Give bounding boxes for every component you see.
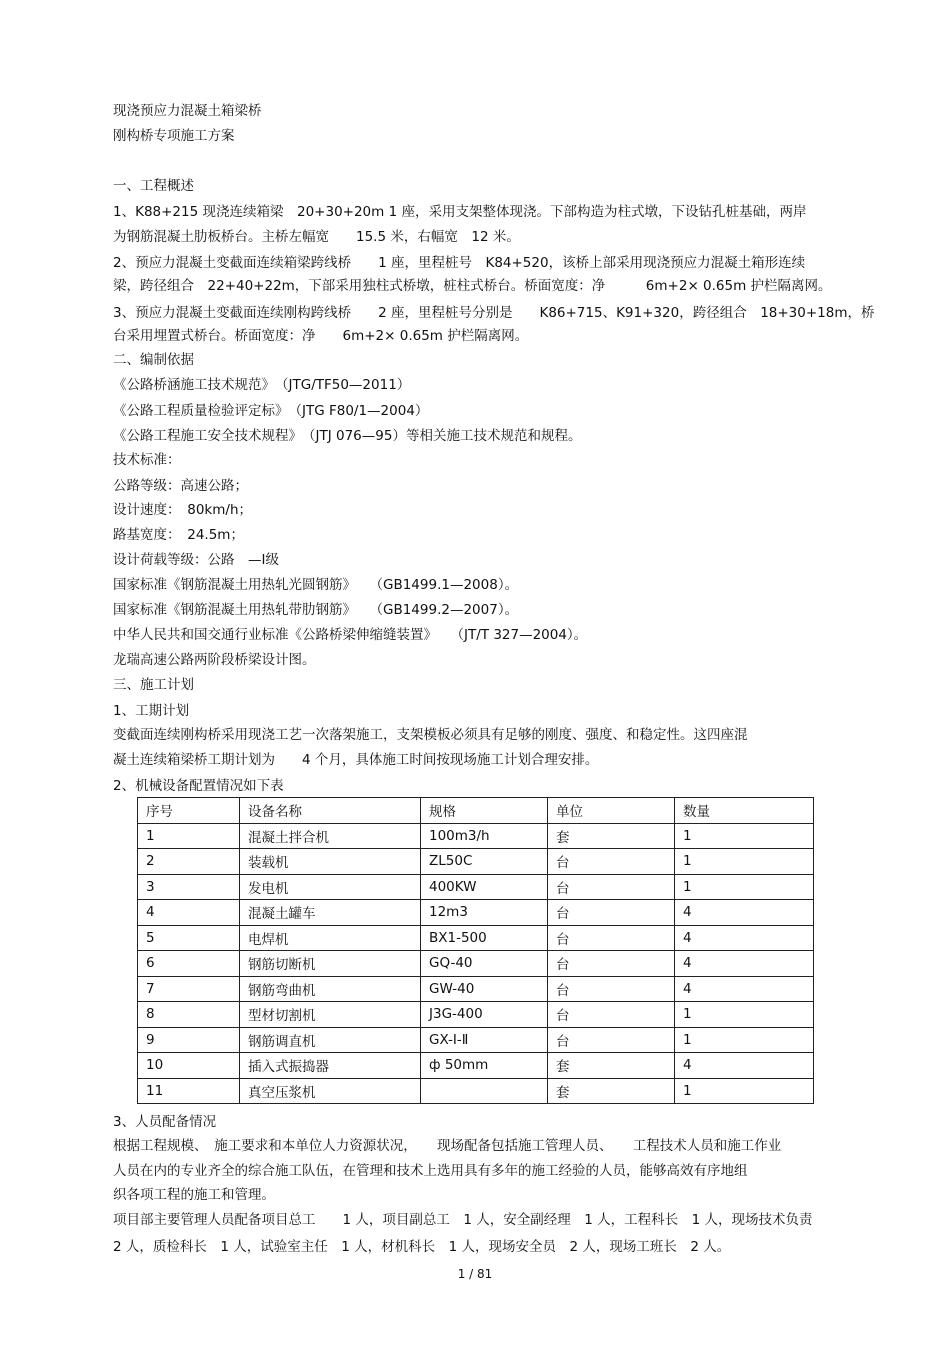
table-row bbox=[138, 823, 814, 849]
table-row bbox=[138, 874, 814, 900]
table-cell: 1 bbox=[675, 1078, 814, 1104]
section-heading: 一、工程概述 bbox=[113, 178, 194, 194]
header-cell: 数量 bbox=[675, 798, 814, 824]
table-cell: 9 bbox=[138, 1027, 240, 1053]
paragraph-line: 路基宽度： 24.5m； bbox=[113, 527, 244, 543]
table-cell: 4 bbox=[138, 900, 240, 926]
reference-line: 国家标准《钢筋混凝土用热轧光圆钢筋》 （GB1499.1—2008）。 bbox=[113, 577, 519, 593]
table-cell: 4 bbox=[675, 1053, 814, 1079]
table-header-row bbox=[138, 798, 814, 824]
table-cell: 装载机 bbox=[240, 849, 421, 875]
table-cell: BX1-500 bbox=[421, 925, 548, 951]
table-cell: GW-40 bbox=[421, 976, 548, 1002]
table-cell: 台 bbox=[548, 925, 675, 951]
paragraph-line: 1、K88+215 现浇连续箱梁 20+30+20m 1 座，采用支架整体现浇。下部构造为柱式墩，下设钻孔桩基础，两岸 bbox=[113, 204, 807, 220]
table-row bbox=[138, 951, 814, 977]
subsection-heading: 3、人员配备情况 bbox=[113, 1114, 217, 1130]
table-cell: 套 bbox=[548, 1053, 675, 1079]
table-cell: 2 bbox=[138, 849, 240, 875]
table-cell: 10 bbox=[138, 1053, 240, 1079]
table-cell: 1 bbox=[675, 1002, 814, 1028]
doc-title-line-1: 现浇预应力混凝土箱梁桥 bbox=[113, 103, 262, 119]
table-cell: 钢筋切断机 bbox=[240, 951, 421, 977]
reference-line: 中华人民共和国交通行业标准《公路桥梁伸缩缝装置》 （JT/T 327—2004）。 bbox=[113, 627, 588, 643]
header-cell: 设备名称 bbox=[240, 798, 421, 824]
table-row bbox=[138, 925, 814, 951]
table-cell: 台 bbox=[548, 900, 675, 926]
reference-line: 国家标准《钢筋混凝土用热轧带肋钢筋》 （GB1499.2—2007）。 bbox=[113, 602, 519, 618]
equipment-table bbox=[137, 797, 814, 1104]
paragraph-line: 技术标准： bbox=[113, 452, 181, 468]
table-cell: ф 50mm bbox=[421, 1053, 548, 1079]
table-cell: 8 bbox=[138, 1002, 240, 1028]
table-cell: 11 bbox=[138, 1078, 240, 1104]
table-cell: 型材切割机 bbox=[240, 1002, 421, 1028]
paragraph-line: 龙瑞高速公路两阶段桥梁设计图。 bbox=[113, 652, 316, 668]
reference-line: 《公路工程质量检验评定标》 （JTG F80/1—2004） bbox=[113, 403, 429, 419]
table-cell: 台 bbox=[548, 849, 675, 875]
section-heading: 三、施工计划 bbox=[113, 677, 194, 693]
table-cell: 1 bbox=[138, 823, 240, 849]
paragraph-line: 项目部主要管理人员配备项目总工 1 人，项目副总工 1 人，安全副经理 1 人，工程科长 1 人，现场技术负责 bbox=[113, 1212, 813, 1228]
table-row bbox=[138, 1002, 814, 1028]
reference-line: 《公路桥涵施工技术规范》 （JTG/TF50—2011） bbox=[113, 377, 411, 393]
paragraph-line: 2 人，质检科长 1 人，试验室主任 1 人，材机科长 1 人，现场安全员 2 人，现场工班长 2 人。 bbox=[113, 1239, 731, 1255]
table-cell: 1 bbox=[675, 849, 814, 875]
table-cell: 6 bbox=[138, 951, 240, 977]
table-cell: 1 bbox=[675, 874, 814, 900]
subsection-heading: 1、工期计划 bbox=[113, 703, 190, 719]
paragraph-line: 变截面连续刚构桥采用现浇工艺一次落架施工，支架模板必须具有足够的刚度、强度、和稳定性。这四座混 bbox=[113, 727, 748, 743]
table-cell: 套 bbox=[548, 1078, 675, 1104]
paragraph-line: 3、预应力混凝土变截面连续刚构跨线桥 2 座，里程桩号分别是 K86+715、K91+320，跨径组合 18+30+18m，桥 bbox=[113, 305, 875, 321]
table-cell: 4 bbox=[675, 951, 814, 977]
table-row bbox=[138, 849, 814, 875]
table-row bbox=[138, 1078, 814, 1104]
table-cell: 台 bbox=[548, 1002, 675, 1028]
table-cell: 7 bbox=[138, 976, 240, 1002]
table-cell: 5 bbox=[138, 925, 240, 951]
paragraph-line: 2、预应力混凝土变截面连续箱梁跨线桥 1 座，里程桩号 K84+520，该桥上部采用现浇预应力混凝土箱形连续 bbox=[113, 255, 806, 271]
paragraph-line: 公路等级：高速公路； bbox=[113, 478, 248, 494]
subsection-heading: 2、机械设备配置情况如下表 bbox=[113, 778, 284, 794]
table-row bbox=[138, 1053, 814, 1079]
header-cell: 序号 bbox=[138, 798, 240, 824]
paragraph-line: 设计荷载等级：公路 —Ⅰ级 bbox=[113, 552, 279, 568]
table-cell: 钢筋调直机 bbox=[240, 1027, 421, 1053]
table-cell: 400KW bbox=[421, 874, 548, 900]
table-cell: 台 bbox=[548, 976, 675, 1002]
table-cell: J3G-400 bbox=[421, 1002, 548, 1028]
table-cell: 真空压浆机 bbox=[240, 1078, 421, 1104]
paragraph-line: 根据工程规模、 施工要求和本单位人力资源状况， 现场配备包括施工管理人员、 工程技术人员和施工作业 bbox=[113, 1138, 782, 1154]
table-cell: 电焊机 bbox=[240, 925, 421, 951]
table-cell: 100m3/h bbox=[421, 823, 548, 849]
table-cell: 套 bbox=[548, 823, 675, 849]
table-cell: 4 bbox=[675, 976, 814, 1002]
page-number: 1 / 81 bbox=[457, 1267, 493, 1281]
table-cell: 12m3 bbox=[421, 900, 548, 926]
table-cell bbox=[421, 1078, 548, 1104]
table-cell: GX-Ⅰ-Ⅱ bbox=[421, 1027, 548, 1053]
paragraph-line: 织各项工程的施工和管理。 bbox=[113, 1187, 275, 1203]
section-heading: 二、编制依据 bbox=[113, 352, 194, 368]
header-cell: 规格 bbox=[421, 798, 548, 824]
table-cell: 混凝土拌合机 bbox=[240, 823, 421, 849]
paragraph-line: 台采用埋置式桥台。桥面宽度：净 6m+2× 0.65m 护栏隔离网。 bbox=[113, 328, 529, 344]
table-row bbox=[138, 976, 814, 1002]
paragraph-line: 为钢筋混凝土肋板桥台。主桥左幅宽 15.5 米，右幅宽 12 米。 bbox=[113, 229, 520, 245]
doc-title-line-2: 刚构桥专项施工方案 bbox=[113, 128, 235, 144]
paragraph-line: 凝土连续箱梁桥工期计划为 4 个月，具体施工时间按现场施工计划合理安排。 bbox=[113, 752, 599, 768]
table-cell: 1 bbox=[675, 823, 814, 849]
table-row bbox=[138, 1027, 814, 1053]
table-cell: 混凝土罐车 bbox=[240, 900, 421, 926]
table-cell: 台 bbox=[548, 874, 675, 900]
paragraph-line: 设计速度： 80km/h； bbox=[113, 502, 253, 518]
table-cell: 钢筋弯曲机 bbox=[240, 976, 421, 1002]
table-cell: 4 bbox=[675, 925, 814, 951]
table-row bbox=[138, 900, 814, 926]
header-cell: 单位 bbox=[548, 798, 675, 824]
table-cell: 3 bbox=[138, 874, 240, 900]
table-cell: 发电机 bbox=[240, 874, 421, 900]
table-cell: 插入式振捣器 bbox=[240, 1053, 421, 1079]
table-cell: GQ-40 bbox=[421, 951, 548, 977]
table-cell: ZL50C bbox=[421, 849, 548, 875]
table-cell: 台 bbox=[548, 951, 675, 977]
paragraph-line: 人员在内的专业齐全的综合施工队伍，在管理和技术上选用具有多年的施工经验的人员，能够高效有序地组 bbox=[113, 1163, 748, 1179]
paragraph-line: 梁，跨径组合 22+40+22m，下部采用独柱式桥墩，桩柱式桥台。桥面宽度：净 6m+2× 0.65m 护栏隔离网。 bbox=[113, 278, 832, 294]
table-cell: 1 bbox=[675, 1027, 814, 1053]
reference-line: 《公路工程施工安全技术规程》 （JTJ 076—95）等相关施工技术规范和规程。 bbox=[113, 428, 582, 444]
table-cell: 4 bbox=[675, 900, 814, 926]
table-cell: 台 bbox=[548, 1027, 675, 1053]
